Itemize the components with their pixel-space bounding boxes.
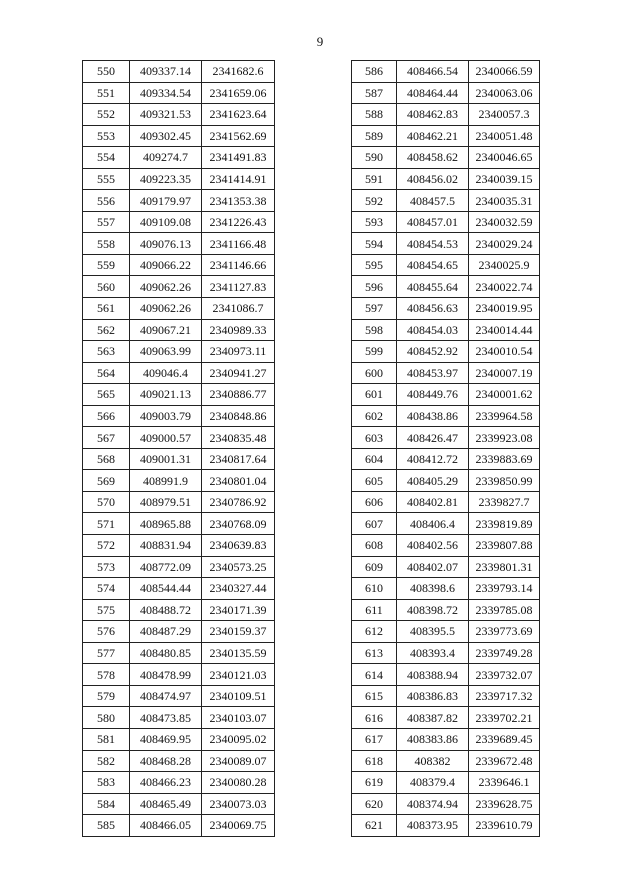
y-coordinate-cell: 2339964.58 (469, 405, 540, 427)
x-coordinate-cell: 408462.21 (397, 125, 469, 147)
table-row (83, 642, 275, 664)
table-row (83, 82, 275, 104)
x-coordinate-cell: 409109.08 (130, 211, 202, 233)
point-number-cell: 557 (83, 211, 130, 233)
table-row (83, 319, 275, 341)
y-coordinate-cell: 2340025.9 (469, 254, 540, 276)
point-number-cell: 589 (352, 125, 397, 147)
table-row (352, 211, 540, 233)
point-number-cell: 620 (352, 793, 397, 815)
table-row (83, 599, 275, 621)
y-coordinate-cell: 2339801.31 (469, 556, 540, 578)
x-coordinate-cell: 408831.94 (130, 535, 202, 557)
point-number-cell: 615 (352, 685, 397, 707)
x-coordinate-cell: 408395.5 (397, 621, 469, 643)
y-coordinate-cell: 2340057.3 (469, 104, 540, 126)
x-coordinate-cell: 408458.62 (397, 147, 469, 169)
y-coordinate-cell: 2339883.69 (469, 448, 540, 470)
table-row (83, 556, 275, 578)
point-number-cell: 558 (83, 233, 130, 255)
x-coordinate-cell: 408456.02 (397, 168, 469, 190)
x-coordinate-cell: 408412.72 (397, 448, 469, 470)
x-coordinate-cell: 409003.79 (130, 405, 202, 427)
x-coordinate-cell: 408466.05 (130, 815, 202, 837)
point-number-cell: 570 (83, 491, 130, 513)
x-coordinate-cell: 408457.5 (397, 190, 469, 212)
y-coordinate-cell: 2339610.79 (469, 815, 540, 837)
point-number-cell: 608 (352, 535, 397, 557)
x-coordinate-cell: 408965.88 (130, 513, 202, 535)
table-row (83, 815, 275, 837)
x-coordinate-cell: 408373.95 (397, 815, 469, 837)
point-number-cell: 561 (83, 298, 130, 320)
x-coordinate-cell: 409179.97 (130, 190, 202, 212)
point-number-cell: 618 (352, 750, 397, 772)
point-number-cell: 563 (83, 341, 130, 363)
point-number-cell: 564 (83, 362, 130, 384)
x-coordinate-cell: 408464.44 (397, 82, 469, 104)
y-coordinate-cell: 2340817.64 (202, 448, 275, 470)
point-number-cell: 579 (83, 685, 130, 707)
table-row (83, 772, 275, 794)
table-row (83, 211, 275, 233)
y-coordinate-cell: 2340941.27 (202, 362, 275, 384)
x-coordinate-cell: 408487.29 (130, 621, 202, 643)
point-number-cell: 582 (83, 750, 130, 772)
table-row (83, 125, 275, 147)
x-coordinate-cell: 409062.26 (130, 276, 202, 298)
x-coordinate-cell: 409076.13 (130, 233, 202, 255)
x-coordinate-cell: 408393.4 (397, 642, 469, 664)
y-coordinate-cell: 2339923.08 (469, 427, 540, 449)
table-row (352, 82, 540, 104)
y-coordinate-cell: 2340171.39 (202, 599, 275, 621)
point-number-cell: 562 (83, 319, 130, 341)
y-coordinate-cell: 2340022.74 (469, 276, 540, 298)
point-number-cell: 554 (83, 147, 130, 169)
table-row (83, 621, 275, 643)
table-row (83, 362, 275, 384)
y-coordinate-cell: 2340001.62 (469, 384, 540, 406)
point-number-cell: 556 (83, 190, 130, 212)
table-row (83, 427, 275, 449)
table-row (83, 104, 275, 126)
x-coordinate-cell: 408438.86 (397, 405, 469, 427)
y-coordinate-cell: 2340121.03 (202, 664, 275, 686)
y-coordinate-cell: 2340573.25 (202, 556, 275, 578)
y-coordinate-cell: 2340035.31 (469, 190, 540, 212)
x-coordinate-cell: 408452.92 (397, 341, 469, 363)
x-coordinate-cell: 409334.54 (130, 82, 202, 104)
table-row (352, 535, 540, 557)
point-number-cell: 550 (83, 61, 130, 83)
y-coordinate-cell: 2339672.48 (469, 750, 540, 772)
point-number-cell: 575 (83, 599, 130, 621)
point-number-cell: 560 (83, 276, 130, 298)
table-row (83, 298, 275, 320)
table-row (352, 384, 540, 406)
x-coordinate-cell: 408398.6 (397, 578, 469, 600)
point-number-cell: 600 (352, 362, 397, 384)
y-coordinate-cell: 2341414.91 (202, 168, 275, 190)
y-coordinate-cell: 2340014.44 (469, 319, 540, 341)
table-row (352, 276, 540, 298)
table-row (83, 341, 275, 363)
x-coordinate-cell: 408991.9 (130, 470, 202, 492)
y-coordinate-cell: 2340135.59 (202, 642, 275, 664)
y-coordinate-cell: 2340073.03 (202, 793, 275, 815)
x-coordinate-cell: 408426.47 (397, 427, 469, 449)
point-number-cell: 585 (83, 815, 130, 837)
y-coordinate-cell: 2341353.38 (202, 190, 275, 212)
point-number-cell: 587 (352, 82, 397, 104)
y-coordinate-cell: 2340103.07 (202, 707, 275, 729)
point-number-cell: 567 (83, 427, 130, 449)
point-number-cell: 614 (352, 664, 397, 686)
table-row (83, 513, 275, 535)
y-coordinate-cell: 2340029.24 (469, 233, 540, 255)
point-number-cell: 611 (352, 599, 397, 621)
point-number-cell: 602 (352, 405, 397, 427)
point-number-cell: 566 (83, 405, 130, 427)
point-number-cell: 577 (83, 642, 130, 664)
point-number-cell: 590 (352, 147, 397, 169)
y-coordinate-cell: 2340786.92 (202, 491, 275, 513)
table-row (352, 61, 540, 83)
x-coordinate-cell: 408466.23 (130, 772, 202, 794)
table-row (352, 298, 540, 320)
y-coordinate-cell: 2339793.14 (469, 578, 540, 600)
y-coordinate-cell: 2341226.43 (202, 211, 275, 233)
table-row (352, 750, 540, 772)
point-number-cell: 592 (352, 190, 397, 212)
table-row (352, 362, 540, 384)
table-row (352, 470, 540, 492)
point-number-cell: 605 (352, 470, 397, 492)
x-coordinate-cell: 408388.94 (397, 664, 469, 686)
point-number-cell: 573 (83, 556, 130, 578)
x-coordinate-cell: 409302.45 (130, 125, 202, 147)
x-coordinate-cell: 408772.09 (130, 556, 202, 578)
x-coordinate-cell: 408454.65 (397, 254, 469, 276)
table-row (83, 707, 275, 729)
point-number-cell: 568 (83, 448, 130, 470)
point-number-cell: 555 (83, 168, 130, 190)
y-coordinate-cell: 2339850.99 (469, 470, 540, 492)
y-coordinate-cell: 2340080.28 (202, 772, 275, 794)
point-number-cell: 619 (352, 772, 397, 794)
table-row (83, 470, 275, 492)
x-coordinate-cell: 408398.72 (397, 599, 469, 621)
table-row (352, 513, 540, 535)
y-coordinate-cell: 2340095.02 (202, 728, 275, 750)
table-row (352, 664, 540, 686)
y-coordinate-cell: 2340989.33 (202, 319, 275, 341)
y-coordinate-cell: 2341659.06 (202, 82, 275, 104)
point-number-cell: 593 (352, 211, 397, 233)
point-number-cell: 595 (352, 254, 397, 276)
point-number-cell: 610 (352, 578, 397, 600)
table-row (83, 384, 275, 406)
x-coordinate-cell: 408386.83 (397, 685, 469, 707)
y-coordinate-cell: 2340051.48 (469, 125, 540, 147)
table-row (83, 233, 275, 255)
y-coordinate-cell: 2339827.7 (469, 491, 540, 513)
point-number-cell: 591 (352, 168, 397, 190)
point-number-cell: 594 (352, 233, 397, 255)
x-coordinate-cell: 408449.76 (397, 384, 469, 406)
y-coordinate-cell: 2340801.04 (202, 470, 275, 492)
table-row (352, 707, 540, 729)
y-coordinate-cell: 2341491.83 (202, 147, 275, 169)
point-number-cell: 586 (352, 61, 397, 83)
x-coordinate-cell: 408379.4 (397, 772, 469, 794)
table-row (352, 728, 540, 750)
point-number-cell: 580 (83, 707, 130, 729)
point-number-cell: 574 (83, 578, 130, 600)
x-coordinate-cell: 409062.26 (130, 298, 202, 320)
y-coordinate-cell: 2340039.15 (469, 168, 540, 190)
x-coordinate-cell: 408454.03 (397, 319, 469, 341)
x-coordinate-cell: 409223.35 (130, 168, 202, 190)
y-coordinate-cell: 2341146.66 (202, 254, 275, 276)
table-row (352, 190, 540, 212)
table-row (352, 793, 540, 815)
y-coordinate-cell: 2339807.88 (469, 535, 540, 557)
point-number-cell: 576 (83, 621, 130, 643)
point-number-cell: 553 (83, 125, 130, 147)
x-coordinate-cell: 408383.86 (397, 728, 469, 750)
x-coordinate-cell: 408488.72 (130, 599, 202, 621)
y-coordinate-cell: 2339702.21 (469, 707, 540, 729)
table-row (83, 61, 275, 83)
y-coordinate-cell: 2339773.69 (469, 621, 540, 643)
table-row (352, 147, 540, 169)
x-coordinate-cell: 409046.4 (130, 362, 202, 384)
table-row (83, 405, 275, 427)
x-coordinate-cell: 408456.63 (397, 298, 469, 320)
y-coordinate-cell: 2339628.75 (469, 793, 540, 815)
y-coordinate-cell: 2340089.07 (202, 750, 275, 772)
point-number-cell: 612 (352, 621, 397, 643)
table-row (352, 448, 540, 470)
x-coordinate-cell: 408455.64 (397, 276, 469, 298)
point-number-cell: 606 (352, 491, 397, 513)
table-row (352, 125, 540, 147)
table-row (352, 104, 540, 126)
y-coordinate-cell: 2340768.09 (202, 513, 275, 535)
y-coordinate-cell: 2340007.19 (469, 362, 540, 384)
page-number: 9 (316, 34, 324, 49)
point-number-cell: 601 (352, 384, 397, 406)
table-row (352, 319, 540, 341)
point-number-cell: 607 (352, 513, 397, 535)
y-coordinate-cell: 2340973.11 (202, 341, 275, 363)
x-coordinate-cell: 409063.99 (130, 341, 202, 363)
x-coordinate-cell: 409067.21 (130, 319, 202, 341)
x-coordinate-cell: 408979.51 (130, 491, 202, 513)
point-number-cell: 552 (83, 104, 130, 126)
point-number-cell: 616 (352, 707, 397, 729)
point-number-cell: 569 (83, 470, 130, 492)
table-row (83, 750, 275, 772)
y-coordinate-cell: 2340159.37 (202, 621, 275, 643)
point-number-cell: 597 (352, 298, 397, 320)
y-coordinate-cell: 2340886.77 (202, 384, 275, 406)
y-coordinate-cell: 2340109.51 (202, 685, 275, 707)
point-number-cell: 578 (83, 664, 130, 686)
table-row (83, 535, 275, 557)
table-row (352, 772, 540, 794)
x-coordinate-cell: 408405.29 (397, 470, 469, 492)
point-number-cell: 588 (352, 104, 397, 126)
x-coordinate-cell: 408382 (397, 750, 469, 772)
x-coordinate-cell: 409066.22 (130, 254, 202, 276)
coordinates-table-right (351, 60, 540, 837)
y-coordinate-cell: 2339785.08 (469, 599, 540, 621)
x-coordinate-cell: 408462.83 (397, 104, 469, 126)
table-row (352, 341, 540, 363)
x-coordinate-cell: 408474.97 (130, 685, 202, 707)
y-coordinate-cell: 2341562.69 (202, 125, 275, 147)
x-coordinate-cell: 408457.01 (397, 211, 469, 233)
x-coordinate-cell: 409000.57 (130, 427, 202, 449)
x-coordinate-cell: 408406.4 (397, 513, 469, 535)
y-coordinate-cell: 2341166.48 (202, 233, 275, 255)
y-coordinate-cell: 2340069.75 (202, 815, 275, 837)
x-coordinate-cell: 408453.97 (397, 362, 469, 384)
y-coordinate-cell: 2340835.48 (202, 427, 275, 449)
y-coordinate-cell: 2340327.44 (202, 578, 275, 600)
table-row (83, 793, 275, 815)
x-coordinate-cell: 408469.95 (130, 728, 202, 750)
x-coordinate-cell: 408465.49 (130, 793, 202, 815)
point-number-cell: 584 (83, 793, 130, 815)
point-number-cell: 583 (83, 772, 130, 794)
point-number-cell: 613 (352, 642, 397, 664)
y-coordinate-cell: 2341086.7 (202, 298, 275, 320)
x-coordinate-cell: 409337.14 (130, 61, 202, 83)
table-row (352, 427, 540, 449)
x-coordinate-cell: 408468.28 (130, 750, 202, 772)
point-number-cell: 572 (83, 535, 130, 557)
table-row (352, 685, 540, 707)
point-number-cell: 599 (352, 341, 397, 363)
y-coordinate-cell: 2341127.83 (202, 276, 275, 298)
table-row (83, 190, 275, 212)
table-row (83, 685, 275, 707)
x-coordinate-cell: 408544.44 (130, 578, 202, 600)
table-row (352, 642, 540, 664)
x-coordinate-cell: 408466.54 (397, 61, 469, 83)
table-row (83, 578, 275, 600)
point-number-cell: 551 (83, 82, 130, 104)
point-number-cell: 603 (352, 427, 397, 449)
table-row (83, 168, 275, 190)
coordinates-table-left (82, 60, 275, 837)
y-coordinate-cell: 2340046.65 (469, 147, 540, 169)
point-number-cell: 596 (352, 276, 397, 298)
x-coordinate-cell: 408402.07 (397, 556, 469, 578)
table-row (352, 599, 540, 621)
table-row (83, 147, 275, 169)
x-coordinate-cell: 408387.82 (397, 707, 469, 729)
point-number-cell: 598 (352, 319, 397, 341)
y-coordinate-cell: 2339646.1 (469, 772, 540, 794)
y-coordinate-cell: 2340066.59 (469, 61, 540, 83)
x-coordinate-cell: 408473.85 (130, 707, 202, 729)
y-coordinate-cell: 2341623.64 (202, 104, 275, 126)
table-row (352, 815, 540, 837)
point-number-cell: 604 (352, 448, 397, 470)
point-number-cell: 559 (83, 254, 130, 276)
y-coordinate-cell: 2339732.07 (469, 664, 540, 686)
y-coordinate-cell: 2340848.86 (202, 405, 275, 427)
y-coordinate-cell: 2341682.6 (202, 61, 275, 83)
table-row (352, 233, 540, 255)
x-coordinate-cell: 408454.53 (397, 233, 469, 255)
y-coordinate-cell: 2339689.45 (469, 728, 540, 750)
point-number-cell: 571 (83, 513, 130, 535)
point-number-cell: 581 (83, 728, 130, 750)
x-coordinate-cell: 408374.94 (397, 793, 469, 815)
table-row (83, 254, 275, 276)
y-coordinate-cell: 2340019.95 (469, 298, 540, 320)
x-coordinate-cell: 408480.85 (130, 642, 202, 664)
table-row (83, 664, 275, 686)
x-coordinate-cell: 408402.56 (397, 535, 469, 557)
table-row (352, 578, 540, 600)
y-coordinate-cell: 2339749.28 (469, 642, 540, 664)
y-coordinate-cell: 2340010.54 (469, 341, 540, 363)
point-number-cell: 621 (352, 815, 397, 837)
table-row (352, 254, 540, 276)
x-coordinate-cell: 409021.13 (130, 384, 202, 406)
point-number-cell: 617 (352, 728, 397, 750)
x-coordinate-cell: 409274.7 (130, 147, 202, 169)
x-coordinate-cell: 408402.81 (397, 491, 469, 513)
y-coordinate-cell: 2340063.06 (469, 82, 540, 104)
x-coordinate-cell: 409001.31 (130, 448, 202, 470)
table-row (83, 728, 275, 750)
x-coordinate-cell: 408478.99 (130, 664, 202, 686)
table-row (83, 276, 275, 298)
table-row (83, 491, 275, 513)
point-number-cell: 565 (83, 384, 130, 406)
x-coordinate-cell: 409321.53 (130, 104, 202, 126)
table-row (83, 448, 275, 470)
point-number-cell: 609 (352, 556, 397, 578)
y-coordinate-cell: 2339819.89 (469, 513, 540, 535)
y-coordinate-cell: 2339717.32 (469, 685, 540, 707)
y-coordinate-cell: 2340639.83 (202, 535, 275, 557)
y-coordinate-cell: 2340032.59 (469, 211, 540, 233)
table-row (352, 621, 540, 643)
table-row (352, 168, 540, 190)
table-row (352, 556, 540, 578)
table-row (352, 405, 540, 427)
table-row (352, 491, 540, 513)
